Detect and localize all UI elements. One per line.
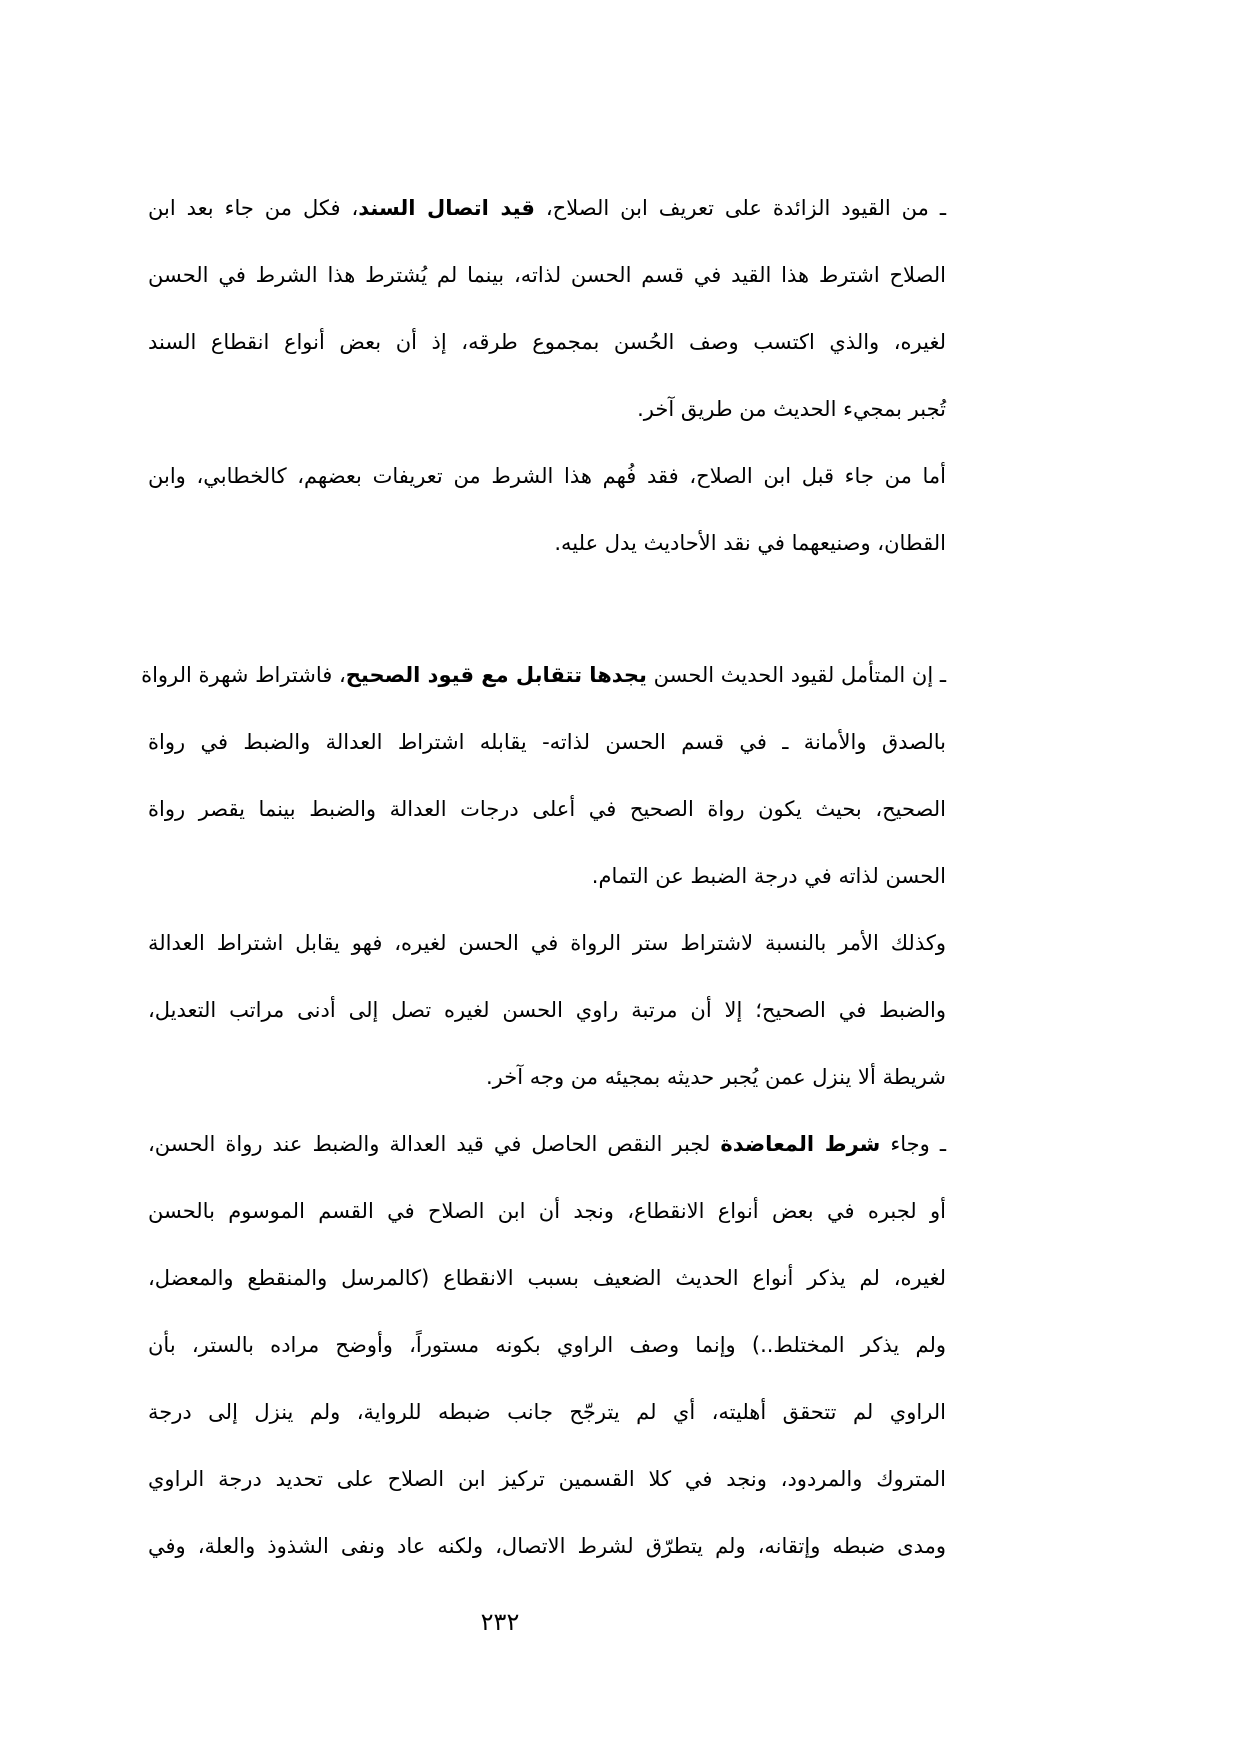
text-run: والضبط في الصحيح؛ إلا أن مرتبة راوي الحسن لغيره تصل إلى أدنى مراتب التعديل، [148,998,946,1022]
text-line [148,1245,946,1312]
text-line [148,776,946,843]
text-run: تُجبر بمجيء الحديث من طريق آخر. [637,397,946,421]
paragraph [148,175,946,443]
text-run: وكذلك الأمر بالنسبة لاشتراط ستر الرواة في الحسن لغيره، فهو يقابل اشتراط العدالة [148,931,946,955]
bold-phrase: قيد اتصال السند [358,196,535,220]
paragraph [141,642,946,910]
text-line [148,1312,946,1379]
text-run: ، فاشتراط شهرة الرواة [141,663,346,687]
text-line [141,642,946,709]
text-run: شريطة ألا ينزل عمن يُجبر حديثه بمجيئه من وجه آخر. [485,1065,946,1089]
text-line [148,1446,946,1513]
text-run: أو لجبره في بعض أنواع الانقطاع، ونجد أن ابن الصلاح في القسم الموسوم بالحسن [148,1199,946,1223]
text-run: أما من جاء قبل ابن الصلاح، فقد فُهم هذا الشرط من تعريفات بعضهم، كالخطابي، وابن [148,464,946,488]
text-run: ومدى ضبطه وإتقانه، ولم يتطرّق لشرط الاتصال، ولكنه عاد ونفى الشذوذ والعلة، وفي [148,1534,946,1558]
text-line [148,309,946,376]
text-run: الراوي لم تتحقق أهليته، أي لم يترجّح جانب ضبطه للرواية، ولم ينزل إلى درجة [148,1400,946,1424]
text-run: الحسن لذاته في درجة الضبط عن التمام. [591,864,946,888]
text-run: الصحيح، بحيث يكون رواة الصحيح في أعلى درجات العدالة والضبط بينما يقصر رواة [148,797,946,821]
text-line [148,709,946,776]
text-run: المتروك والمردود، ونجد في كلا القسمين تركيز ابن الصلاح على تحديد درجة الراوي [148,1467,946,1491]
bold-phrase: شرط المعاضدة [720,1132,881,1156]
text-line [148,175,946,242]
page-number: ٢٣٢ [480,1608,520,1636]
text-run: لغيره، لم يذكر أنواع الحديث الضعيف بسبب الانقطاع (كالمرسل والمنقطع والمعضل، [148,1266,946,1290]
text-line [148,1044,946,1111]
text-run: القطان، وصنيعهما في نقد الأحاديث يدل عليه. [554,531,946,555]
text-run: ـ وجاء [880,1132,946,1156]
text-line [148,1379,946,1446]
body-text [141,175,946,1580]
text-run: ، فكل من جاء بعد ابن [148,196,359,220]
text-line [148,443,946,510]
text-run: لجبر النقص الحاصل في قيد العدالة والضبط عند رواة الحسن، [148,1132,721,1156]
text-run: بالصدق والأمانة ـ في قسم الحسن لذاته- يقابله اشتراط العدالة والضبط في رواة [148,730,946,754]
text-run: لغيره، والذي اكتسب وصف الحُسن بمجموع طرقه، إذ أن بعض أنواع انقطاع السند [148,330,946,354]
text-line [148,1111,946,1178]
text-line [148,510,946,577]
text-run: الصلاح اشترط هذا القيد في قسم الحسن لذاته، بينما لم يُشترط هذا الشرط في الحسن [148,263,946,287]
text-run: ـ من القيود الزائدة على تعريف ابن الصلاح، [534,196,946,220]
text-run: ـ إن المتأمل لقيود الحديث الحسن [646,663,946,687]
text-line [148,242,946,309]
paragraph [148,910,946,1111]
paragraph [148,443,946,577]
text-line [148,1513,946,1580]
text-line [148,977,946,1044]
text-line [148,1178,946,1245]
text-run: ولم يذكر المختلط..) وإنما وصف الراوي بكونه مستوراً، وأوضح مراده بالستر، بأن [148,1333,946,1357]
bold-phrase: يجدها تتقابل مع قيود الصحيح [345,663,647,687]
text-line [148,376,946,443]
text-line [148,910,946,977]
paragraph [148,1111,946,1580]
text-line [148,843,946,910]
